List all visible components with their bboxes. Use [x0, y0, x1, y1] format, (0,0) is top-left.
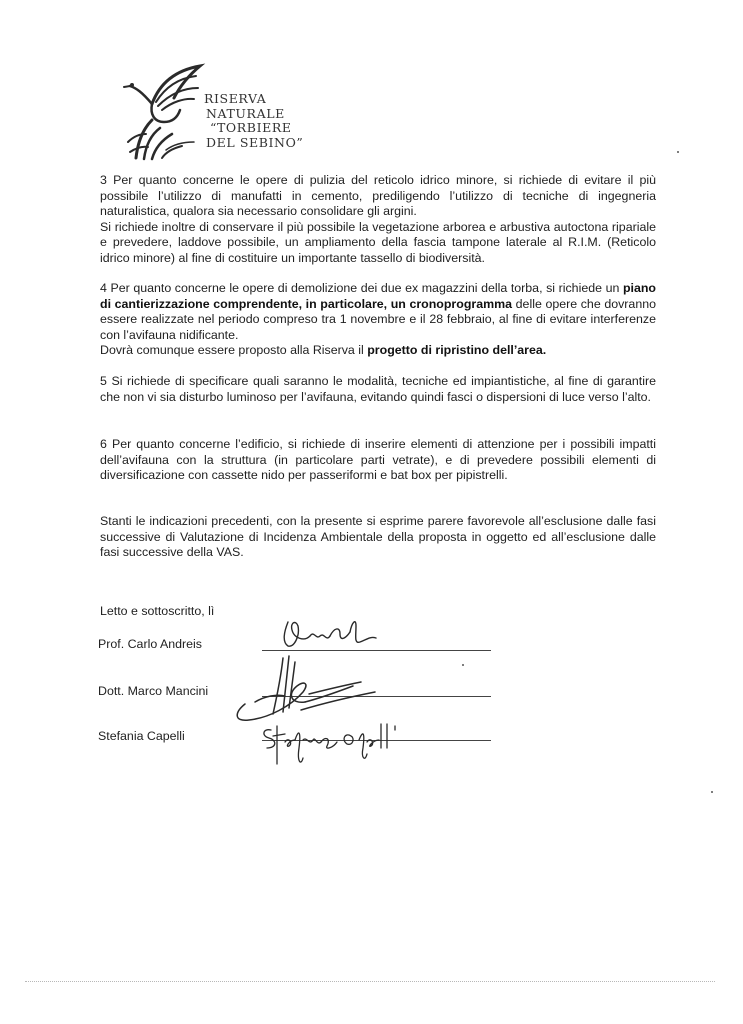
reserve-logo — [122, 62, 312, 162]
logo-line: RISERVA — [204, 91, 267, 106]
signer-name: Dott. Marco Mancini — [98, 684, 209, 698]
paragraph-text: 5 Si richiede di specificare quali saranno le modalità, tecniche ed impiantistiche, al fine di garantire che non vi sia disturbo luminoso per l’avifauna, evitando quindi fasci o dispersioni di luce verso l’alto. — [100, 374, 656, 404]
handwritten-signature-1 — [270, 612, 390, 656]
paragraph-text: Stanti le indicazioni precedenti, con la presente si esprime parere favorevole all’esclusione dalle fasi successive di Valutazione di Incidenza Ambientale della proposta in oggetto ed all’esclusione dalle fasi successive della VAS. — [100, 514, 656, 560]
paragraph-text: Dovrà comunque essere proposto alla Riserva il — [100, 343, 364, 358]
logo-line: NATURALE — [206, 105, 285, 121]
signature-intro: Letto e sottoscritto, lì — [100, 604, 215, 618]
handwritten-signature-3 — [255, 718, 415, 770]
paragraph-text: delle opere che dovranno essere realizzate nel periodo compreso tra 1 novembre e il 28 febbraio, al fine di evitare interferenze con l’avifauna nidificante. — [100, 296, 656, 342]
logo-line: “TORBIERE — [210, 120, 292, 135]
paragraph-text: 6 Per quanto concerne l’edificio, si richiede di inserire elementi di attenzione per i possibili impatti dell’avifauna con la struttura (in particolare parti vetrate), e di prevedere possibili elementi di diversificazione con cassette nido per passeriformi e bat box per pipistrelli. — [100, 437, 656, 483]
logo-wordmark — [204, 92, 324, 150]
paragraph-6 — [100, 437, 656, 484]
paragraph-text: 3 Per quanto concerne le opere di pulizia del reticolo idrico minore, si richiede di evitare il più possibile l’utilizzo di manufatti in cemento, prediligendo l’utilizzo di tecniche di ingegneria naturalistica, qualora sia necessario consolidare gli argini. — [100, 173, 656, 219]
scan-speck — [462, 664, 464, 666]
bold-phrase: progetto di ripristino dell’area. — [367, 343, 547, 358]
scan-speck — [711, 791, 713, 793]
scan-dotted-line — [25, 981, 715, 983]
paragraph-3 — [100, 173, 656, 267]
paragraph-text: 4 Per quanto concerne le opere di demolizione dei due ex magazzini della torba, si richiede un — [100, 281, 620, 295]
signer-name: Prof. Carlo Andreis — [98, 637, 202, 651]
bird-reed-logo-icon — [122, 62, 212, 162]
handwritten-signature-2 — [225, 652, 385, 728]
scan-speck — [677, 151, 679, 153]
signer-name: Stefania Capelli — [98, 729, 185, 743]
logo-line: DEL SEBINO” — [206, 134, 304, 150]
paragraph-text: Si richiede inoltre di conservare il più possibile la vegetazione arborea e arbustiva autoctona ripariale e prevedere, laddove possibile, un ampliamento della fascia tampone laterale al R.I.M. (Reticolo idrico minore) al fine di costituire un importante tassello di biodiversità. — [100, 219, 656, 265]
paragraph-conclusion — [100, 514, 656, 561]
paragraph-4 — [100, 281, 656, 359]
paragraph-5 — [100, 374, 656, 405]
bold-phrase: piano di cantierizzazione comprendente, in particolare, un cronoprogramma — [100, 281, 656, 311]
